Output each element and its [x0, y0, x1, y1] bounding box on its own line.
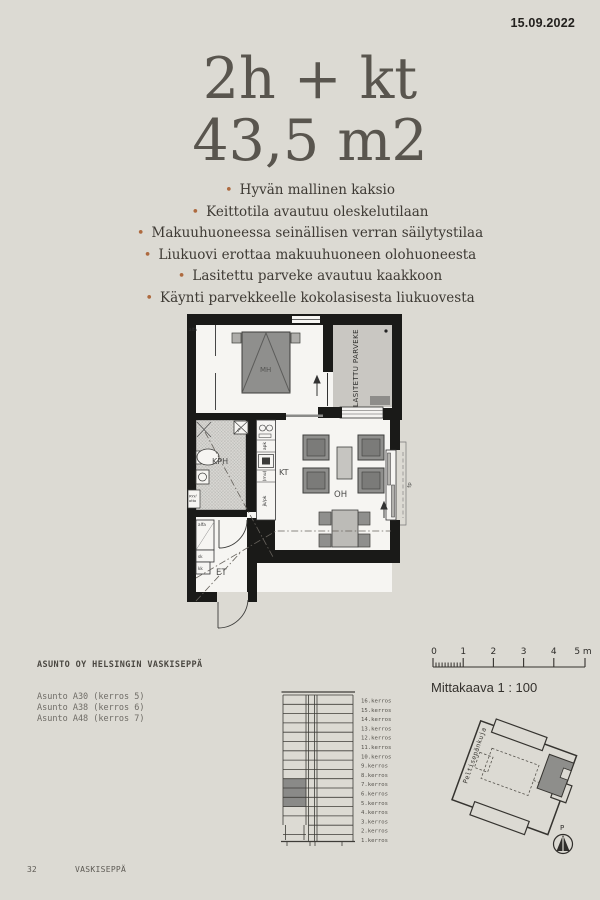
balcony-floor: [333, 325, 392, 407]
bullet-icon: •: [136, 226, 145, 241]
apartment-item: Asunto A48 (kerros 7): [37, 714, 145, 724]
floor-plan: [180, 310, 425, 632]
closet-label: alfa: [189, 327, 197, 332]
cleaning-closet-label: sk: [198, 554, 203, 559]
svg-text:1: 1: [460, 647, 467, 657]
washer-label: pk: [235, 426, 242, 433]
balcony-drain: [384, 329, 387, 332]
svg-text:16.kerros: 16.kerros: [361, 698, 392, 705]
page-title: [0, 48, 600, 172]
svg-text:4: 4: [550, 647, 557, 657]
living-room-label: OH: [334, 490, 348, 500]
svg-text:10.kerros: 10.kerros: [361, 754, 392, 761]
highlighted-floors: [284, 779, 307, 807]
street-label: Peltisepänkuja: [461, 726, 489, 785]
svg-text:7.kerros: 7.kerros: [361, 782, 388, 789]
entry-label: ET: [216, 568, 227, 578]
svg-text:5 m: 5 m: [574, 647, 592, 657]
scale-caption: Mittakaava 1 : 100: [431, 680, 538, 695]
closet-label: kk: [198, 566, 203, 571]
svg-text:0: 0: [431, 647, 437, 657]
svg-text:3: 3: [520, 647, 527, 657]
svg-text:6.kerros: 6.kerros: [361, 791, 388, 798]
feature-item: • Keittotila avautuu oleskelutilaan: [191, 203, 429, 220]
microwave-label: (mu): [263, 470, 268, 482]
apartment-type: 2h + kt: [202, 46, 418, 112]
bullet-icon: •: [177, 269, 186, 284]
laundry-label: pyy/: [189, 494, 197, 498]
site-plan: [433, 718, 598, 868]
sink-icon: [196, 470, 209, 484]
kitchen-label: KT: [279, 468, 289, 477]
apartment-item: Asunto A38 (kerros 6): [37, 703, 145, 713]
coffee-table: [337, 447, 352, 479]
feature-item: • Lasitettu parveke avautuu kaakkoon: [177, 268, 443, 284]
apartment-item: Asunto A30 (kerros 5): [37, 692, 145, 702]
svg-text:2.kerros: 2.kerros: [361, 828, 388, 835]
svg-text:3.kerros: 3.kerros: [361, 819, 388, 826]
sliding-door: [286, 415, 323, 418]
building-elevation: [281, 688, 411, 863]
footer-brand: VASKISEPPÄ: [75, 865, 127, 874]
elevation-lines: [281, 692, 355, 846]
page-number: 32: [27, 865, 37, 874]
bathroom-label: KPH: [212, 457, 229, 466]
feature-item: • Hyvän mallinen kaksio: [225, 182, 395, 198]
svg-text:1.kerros: 1.kerros: [361, 838, 388, 844]
north-arrow-icon: [554, 835, 573, 854]
closet-label: alfa: [198, 522, 206, 527]
balcony-label: LASITETTU PARVEKE: [352, 329, 360, 407]
bullet-icon: •: [145, 290, 153, 306]
svg-text:5.kerros: 5.kerros: [361, 800, 388, 807]
balcony-railing: [340, 407, 383, 418]
project-name: ASUNTO OY HELSINGIN VASKISEPPÄ: [37, 660, 203, 670]
floor-labels: [361, 699, 391, 845]
apartment-area: 43,5 m2: [192, 108, 428, 174]
apartment-list: [37, 692, 144, 725]
scale-bar: [430, 645, 595, 677]
feature-item: • Makuuhuoneessa seinällisen verran säilytystilaa: [136, 225, 484, 241]
scale-numbers: [431, 647, 592, 657]
laundry-label: otto: [189, 499, 197, 503]
svg-text:15.kerros: 15.kerros: [361, 707, 392, 714]
feature-item: • Liukuovi erottaa makuuhuoneen olohuoneesta: [143, 246, 477, 263]
svg-text:9.kerros: 9.kerros: [361, 763, 388, 770]
french-balcony-label: fp: [407, 482, 413, 488]
feature-item: • Käynti parvekkeelle kokolasisesta liukuovesta: [145, 289, 475, 306]
bullet-icon: •: [225, 183, 233, 198]
svg-text:8.kerros: 8.kerros: [361, 772, 388, 779]
courtyard-dashed: [472, 745, 545, 798]
svg-text:11.kerros: 11.kerros: [361, 745, 392, 751]
svg-text:2: 2: [490, 647, 497, 657]
bed: [232, 332, 300, 393]
bedroom-label: MH: [260, 366, 272, 374]
fridge-label: jk/pk: [263, 495, 268, 507]
svg-text:4.kerros: 4.kerros: [361, 810, 388, 817]
feature-list: [0, 180, 600, 309]
svg-text:12.kerros: 12.kerros: [361, 735, 392, 742]
balcony-bench: [370, 396, 390, 405]
bullet-icon: •: [191, 204, 200, 220]
dishwasher-label: apk: [263, 441, 268, 451]
entrance-door: [218, 600, 248, 628]
svg-text:14.kerros: 14.kerros: [361, 717, 392, 724]
date-label: 15.09.2022: [510, 16, 575, 30]
north-label: P: [560, 824, 565, 832]
bullet-icon: •: [143, 247, 152, 263]
svg-text:13.kerros: 13.kerros: [361, 726, 392, 733]
